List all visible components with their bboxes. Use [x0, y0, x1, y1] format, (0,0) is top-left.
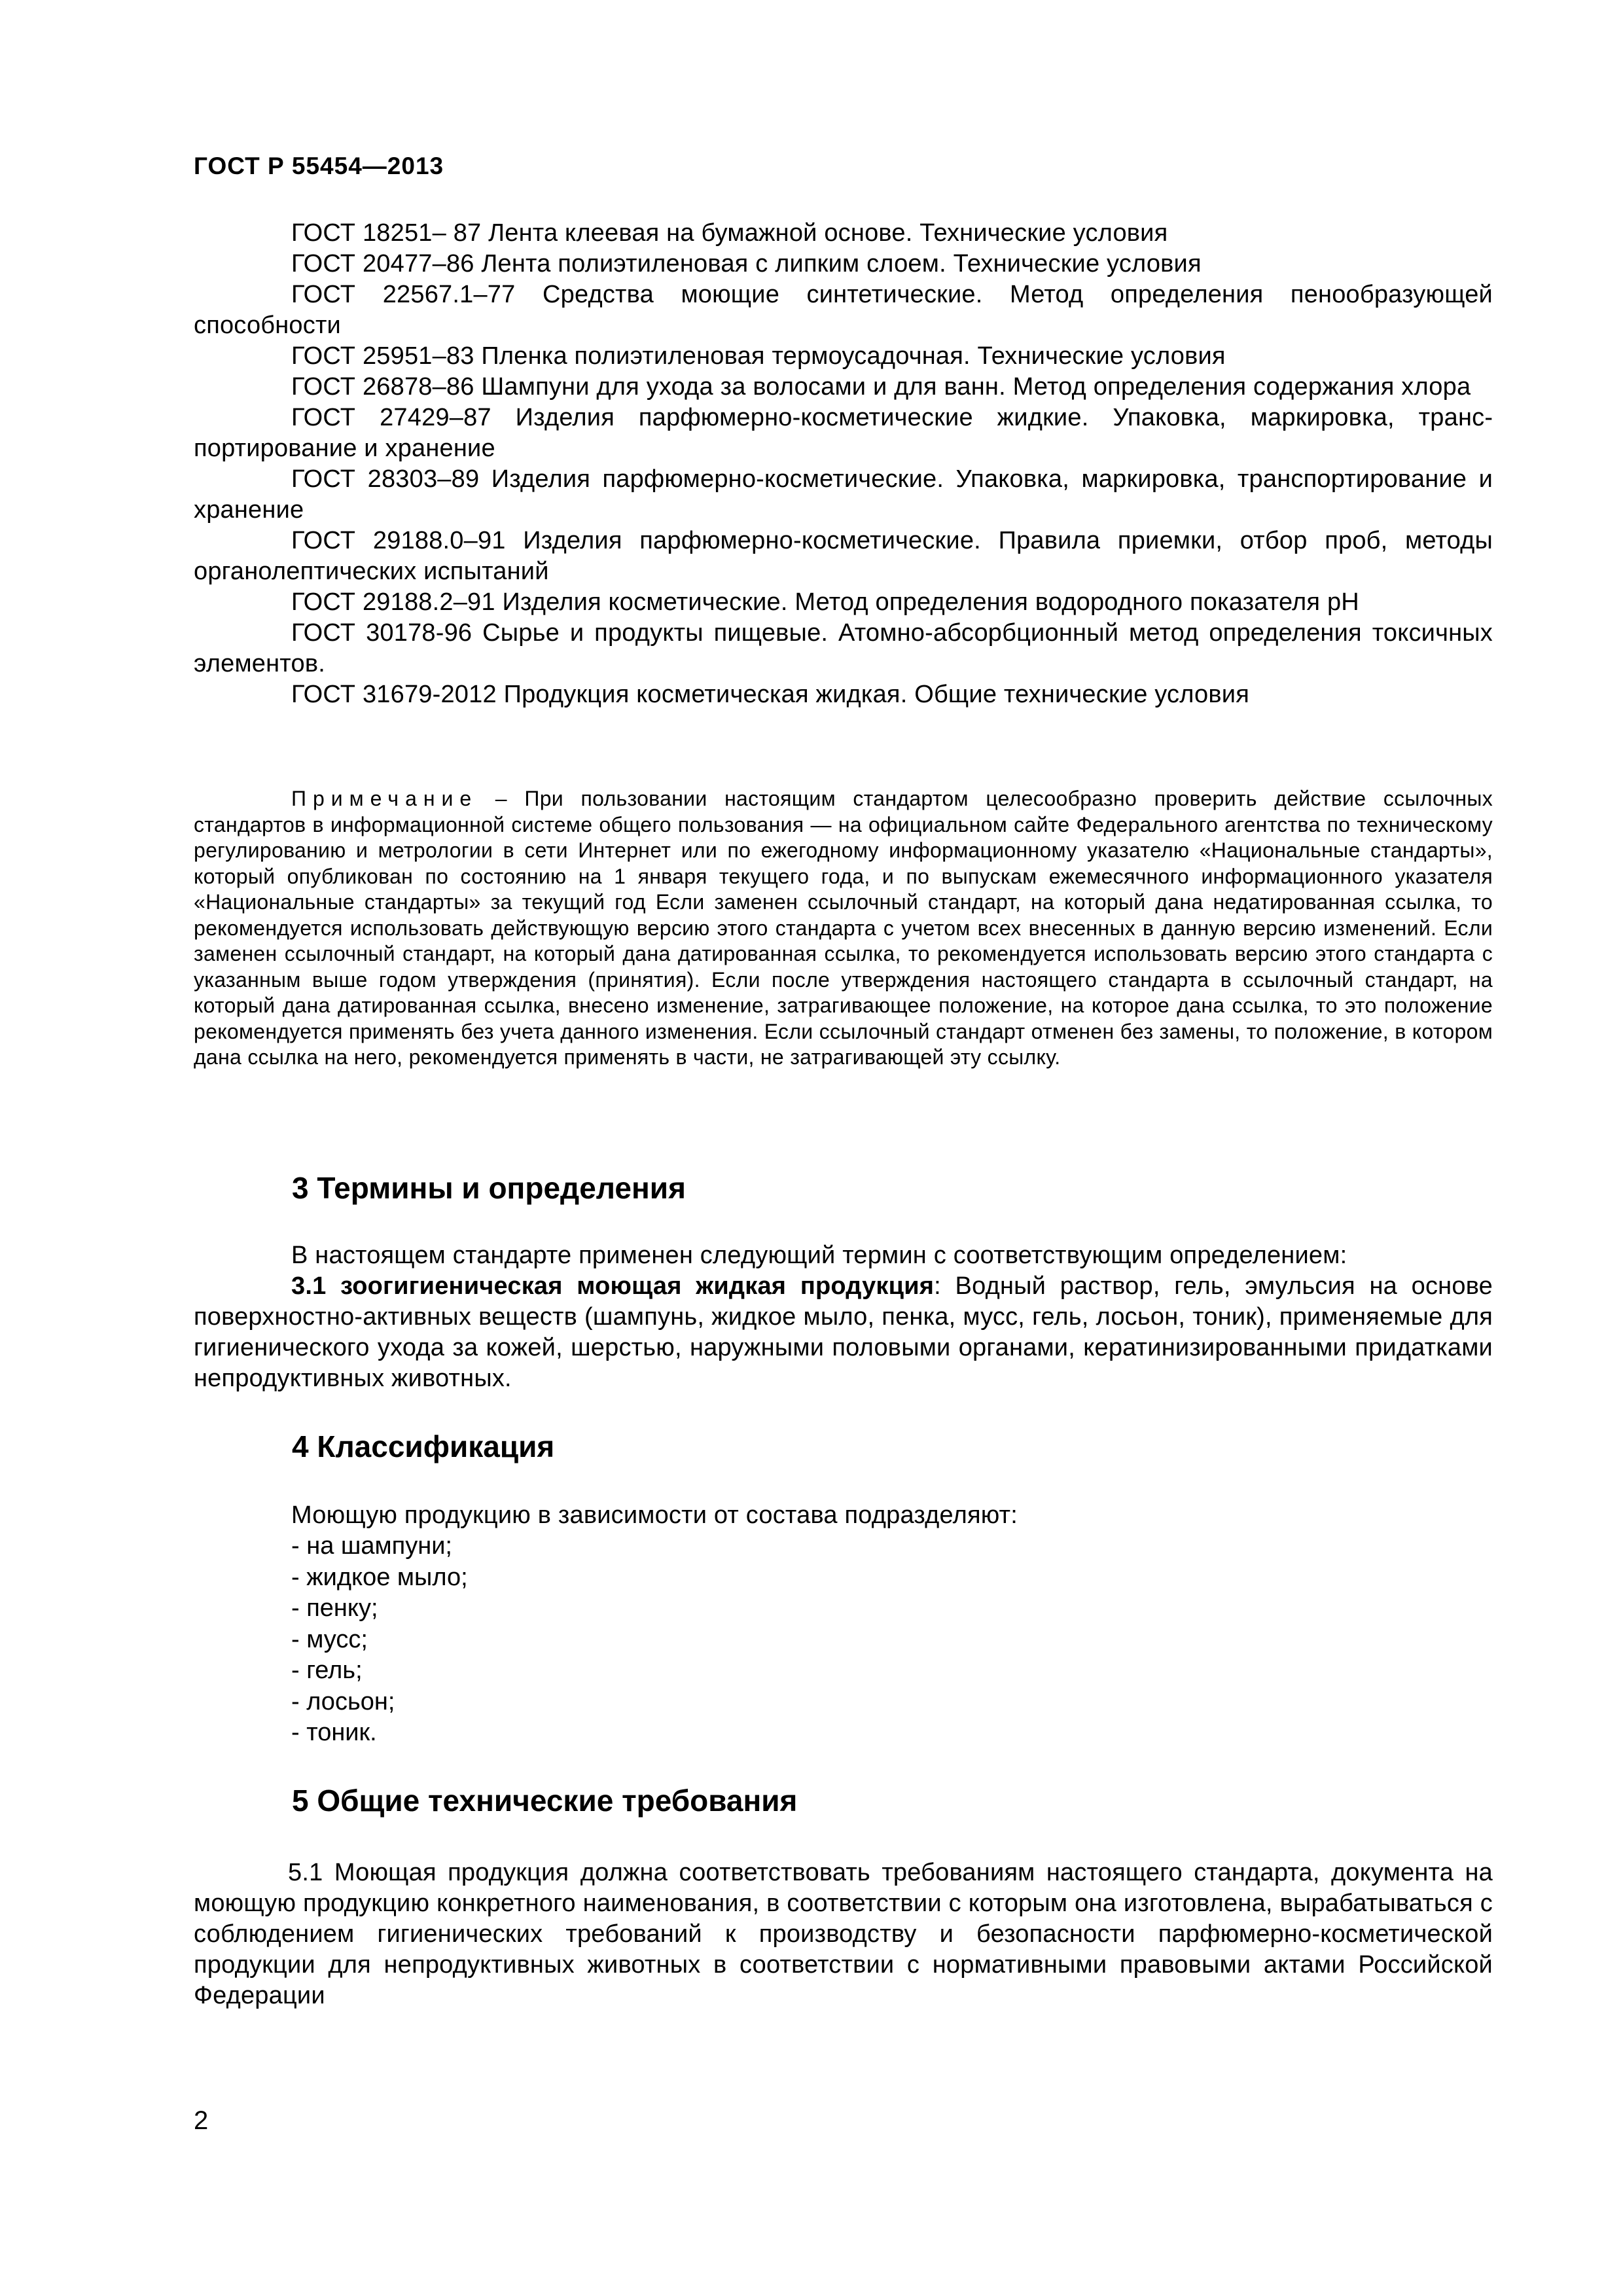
list-item: - лосьон;	[291, 1687, 395, 1715]
section-5-paragraph: 5.1 Моющая продукция должна соответствовать требованиям настоящего стандарта, документа на моющую продукцию конкретного наименования, в соответствии с которым она изготовлена, вырабатываться с соблюдением гигиенических требований к производству и безопасности парфюмерно-косметической продукции для непродуктивных животных в соответствии с нормативными правовыми актами Российской Федерации	[194, 1859, 1493, 2009]
reference-item: ГОСТ 29188.0–91 Изделия парфюмерно-косметические. Правила приемки, отбор проб, методы органолептических испытаний	[194, 527, 1493, 585]
note-label: Примечание	[291, 787, 478, 810]
document-header: ГОСТ Р 55454—2013	[194, 152, 444, 179]
reference-item: ГОСТ 28303–89 Изделия парфюмерно-косметические. Упаковка, маркировка, транспортирование и хранение	[194, 465, 1493, 524]
section-4-intro: Моющую продукцию в зависимости от состава подразделяют:	[291, 1501, 1018, 1529]
reference-item: ГОСТ 27429–87 Изделия парфюмерно-косметические жидкие. Упаковка, маркировка, транспортирование и хранение	[194, 404, 1493, 462]
section-4-title: 4 Классификация	[292, 1429, 555, 1463]
section-3-intro: В настоящем стандарте применен следующий термин с соответствующим определением:	[291, 1242, 1347, 1269]
section-3-title: 3 Термины и определения	[292, 1171, 686, 1205]
note-text: При пользовании настоящим стандартом целесообразно проверить действие ссылочных стандартов в информационной системе общего пользования — на официальном сайте Федерального агентства по техническому регулированию и метрологии в сети Интернет или по ежегодному информационному указателю «Национальные стандарты», который опубликован по состоянию на 1 января текущего года, и по выпускам ежемесячного информационного указателя «Национальные стандарты» за текущий год Если заменен ссылочный стандарт, на который дана недатированная ссылка, то рекомендуется использовать действующую версию этого стандарта с учетом всех внесенных в данную версию изменений. Если заменен ссылочный стандарт, на который дана датированная ссылка, то рекомендуется использовать версию этого стандарта с указанным выше годом утверждения (принятия). Если после утверждения настоящего стандарта в ссылочный стандарт, на который дана датированная ссылка, внесено изменение, затрагивающее положение, на которое дана ссылка, то это положение рекомендуется применять без учета данного изменения. Если ссылочный стандарт отменен без замены, то положение, в котором дана ссылка на него, рекомендуется применять в части, не затрагивающей эту ссылку.	[194, 787, 1493, 1069]
reference-item: ГОСТ 26878–86 Шампуни для ухода за волосами и для ванн. Метод определения содержания хлора	[291, 373, 1471, 401]
section-5-body	[194, 1857, 1493, 2011]
list-item: - тоник.	[291, 1719, 377, 1746]
list-item: - мусс;	[291, 1625, 368, 1653]
reference-item: ГОСТ 29188.2–91 Изделия косметические. Метод определения водородного показателя pH	[291, 588, 1359, 616]
reference-item: ГОСТ 22567.1–77 Средства моющие синтетические. Метод определения пенообразующей способности	[194, 281, 1493, 339]
section-4-body	[194, 1500, 1493, 1749]
references-note	[194, 786, 1493, 1071]
classification-list	[194, 1531, 1493, 1749]
reference-item: ГОСТ 31679-2012 Продукция косметическая жидкая. Общие технические условия	[291, 681, 1249, 708]
term-definition	[194, 1271, 1493, 1394]
note-dash: –	[478, 787, 525, 810]
reference-item: ГОСТ 20477–86 Лента полиэтиленовая с липким слоем. Технические условия	[291, 250, 1202, 278]
reference-item: ГОСТ 25951–83 Пленка полиэтиленовая термоусадочная. Технические условия	[291, 342, 1226, 370]
term-text: : Водный раствор, гель, эмульсия на основе поверхностно-активных веществ (шампунь, жидкое мыло, пенка, мусс, гель, лосьон, тоник), применяемые для гигиенического ухода за кожей, шерстью, наружными половыми органами, кератинизированными придатками непродуктивных животных.	[194, 1272, 1493, 1392]
document-page	[194, 0, 1493, 2296]
section-5-title: 5 Общие технические требования	[292, 1784, 798, 1818]
term-name: 3.1 зоогигиеническая моющая жидкая продукция	[291, 1272, 935, 1300]
reference-item: ГОСТ 18251– 87 Лента клеевая на бумажной основе. Технические условия	[291, 219, 1168, 247]
list-item: - гель;	[291, 1657, 363, 1684]
list-item: - на шампуни;	[291, 1532, 452, 1560]
list-item: - жидкое мыло;	[291, 1563, 468, 1591]
page-number: 2	[194, 2106, 209, 2135]
reference-item: ГОСТ 30178-96 Сырье и продукты пищевые. Атомно-абсорбционный метод определения токсичных элементов.	[194, 619, 1493, 677]
list-item: - пенку;	[291, 1594, 378, 1622]
section-3-body	[194, 1240, 1493, 1394]
normative-references	[194, 218, 1493, 710]
